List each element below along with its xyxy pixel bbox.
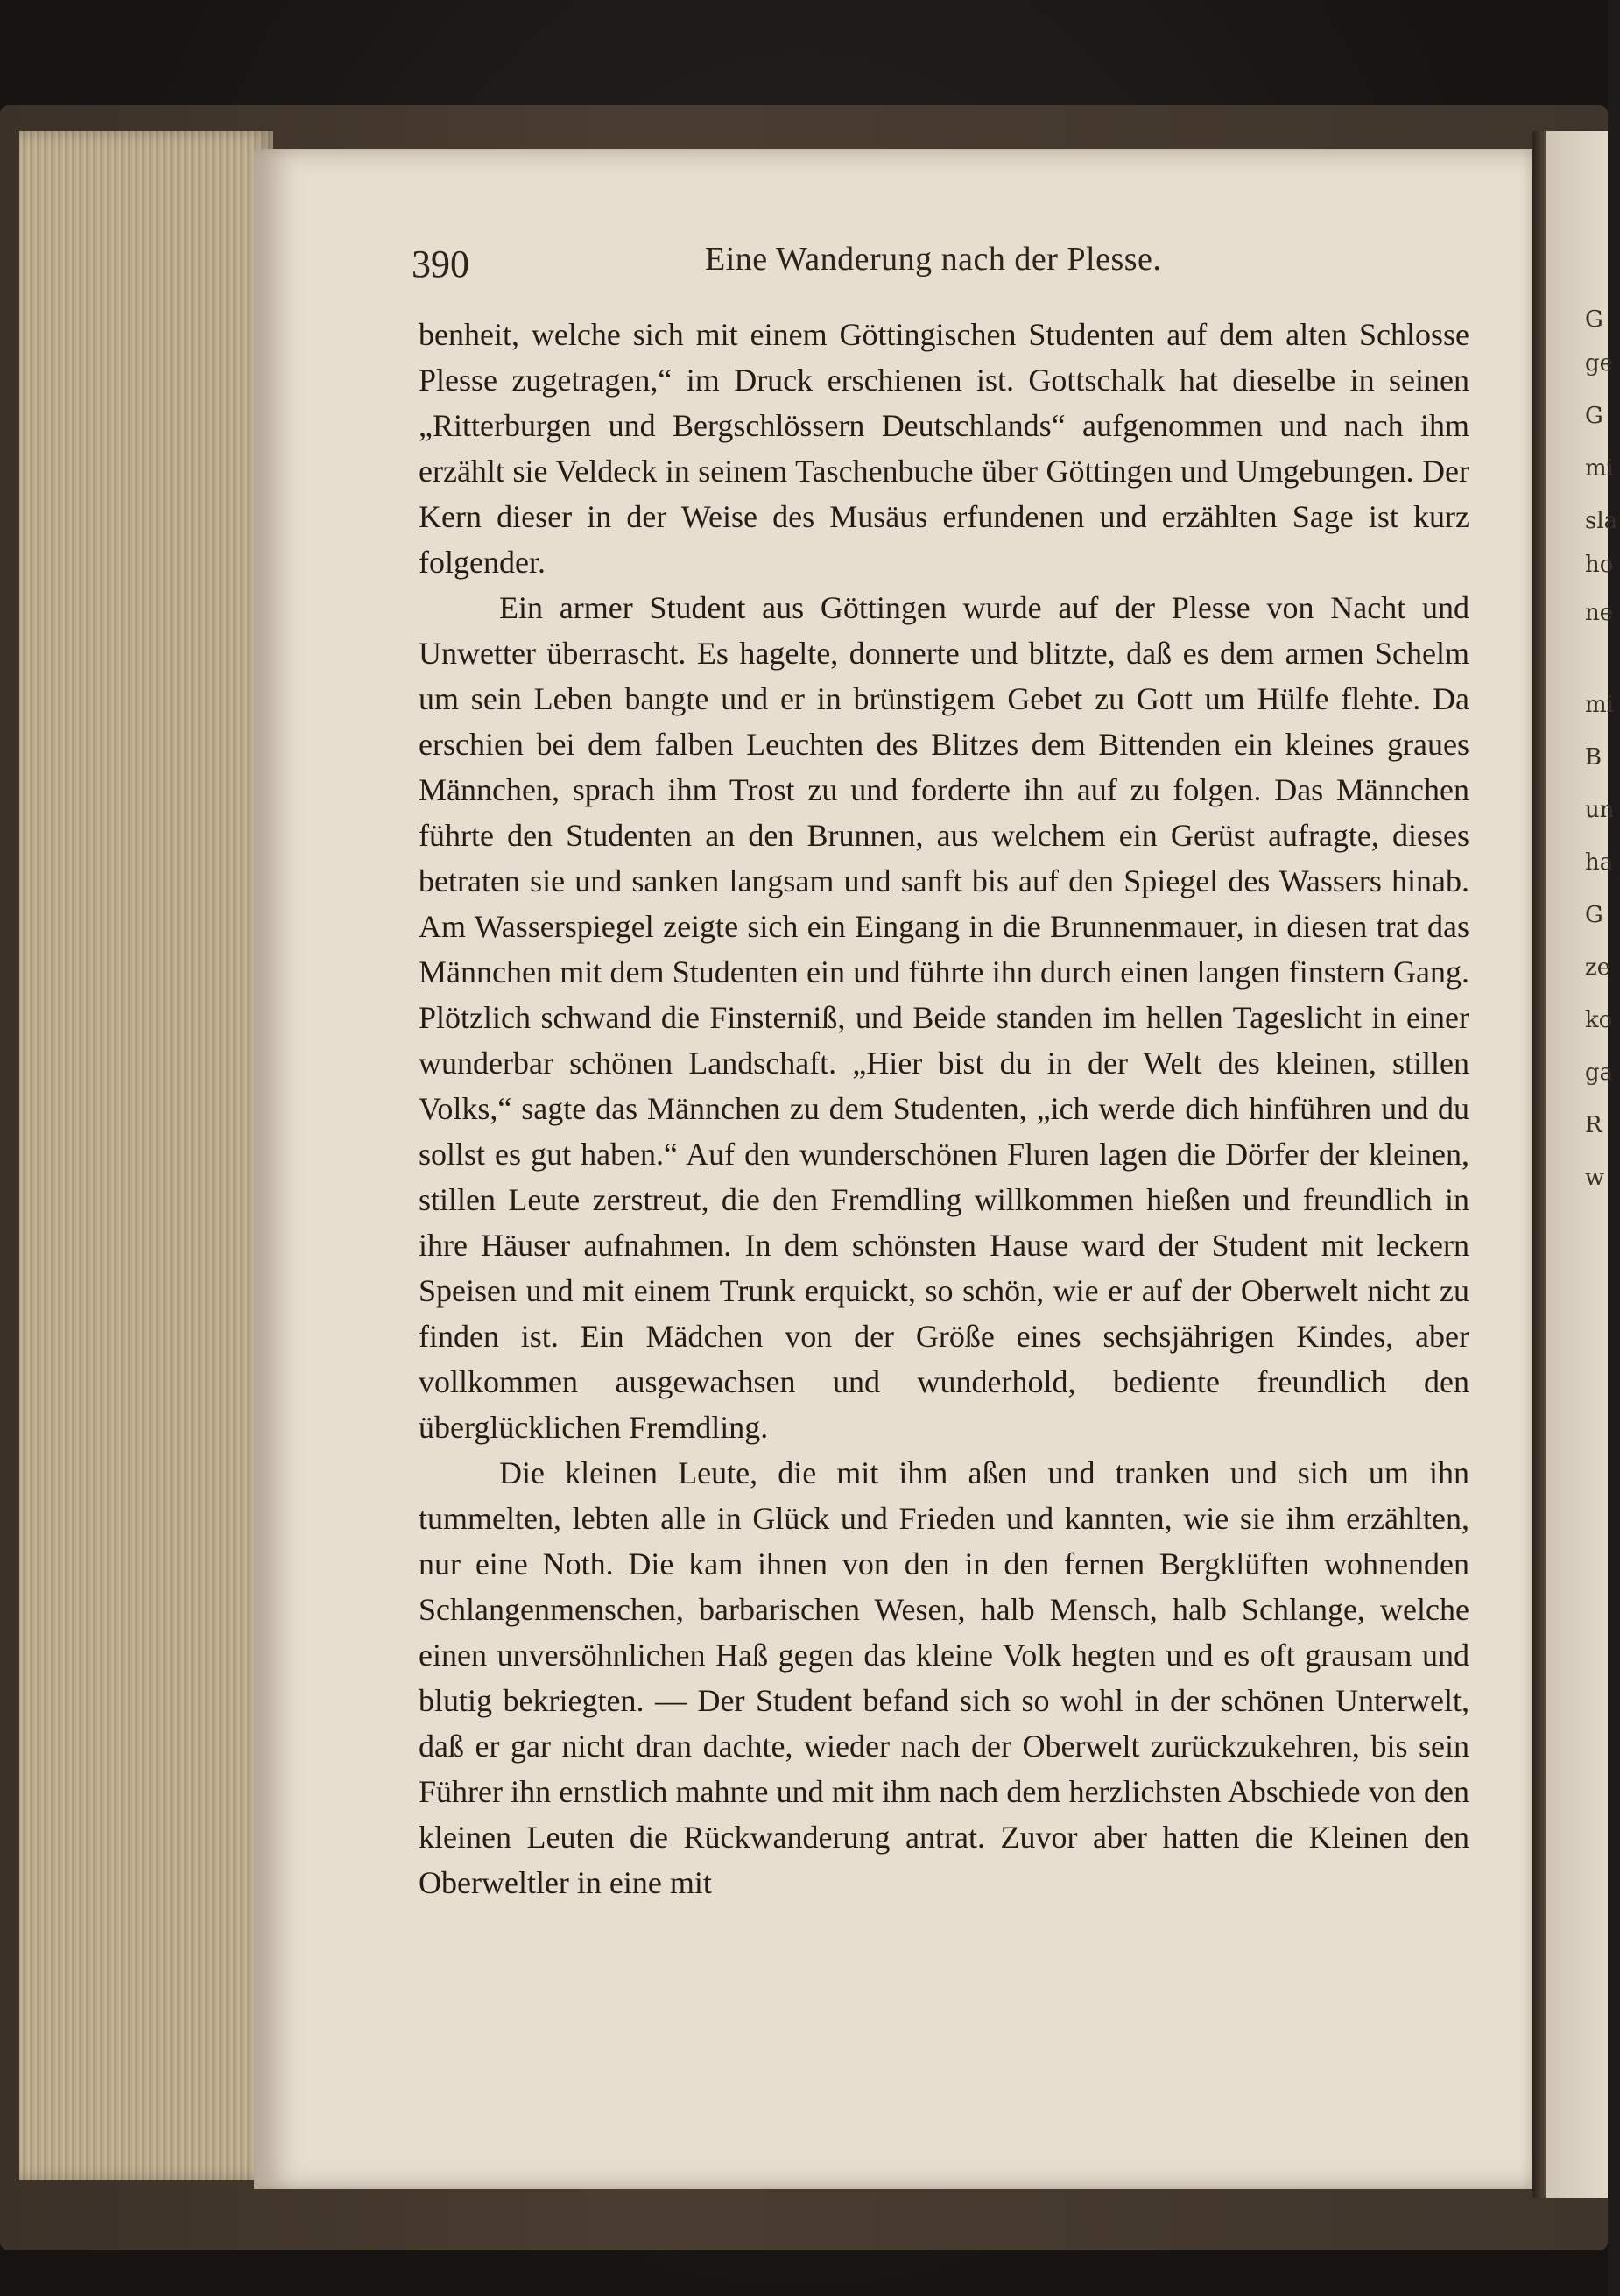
next-page-fragment: ha <box>1585 849 1614 876</box>
next-page-fragment: ga <box>1585 1060 1614 1086</box>
page-number: 390 <box>412 243 469 285</box>
next-page-fragment: G <box>1585 403 1603 429</box>
next-page-fragment: ne <box>1585 600 1614 626</box>
next-page-fragment: sla <box>1585 508 1618 534</box>
page-header <box>412 235 1471 287</box>
next-page-fragment: B <box>1585 744 1602 771</box>
next-page-fragment: ho <box>1585 552 1614 578</box>
page-block-edge <box>19 131 273 2180</box>
running-head: Eine Wanderung nach der Plesse. <box>705 241 1162 278</box>
next-page-fragment: G <box>1585 306 1603 333</box>
next-page-fragment: R <box>1585 1112 1602 1138</box>
next-page-fragment: mi <box>1585 455 1614 482</box>
paragraph: Ein armer Student aus Göttingen wurde auf der Plesse von Nacht und Unwetter überrascht. Es hagelte, donnerte und blitzte, daß es dem armen Schelm um sein Leben bangte und er in brünstigem Gebet zu Gott um Hülfe flehte. Da erschien bei dem falben Leuchten des Blitzes dem Bittenden ein kleines graues Männchen, sprach ihm Trost zu und forderte ihn auf zu folgen. Das Männchen führte den Studenten an den Brunnen, aus welchem ein Gerüst aufragte, dieses betraten sie und sanken langsam und sanft bis auf den Spiegel des Wassers hinab. Am Wasserspiegel zeigte sich ein Eingang in die Brunnenmauer, in diesen trat das Männchen mit dem Studenten ein und führte ihn durch einen langen finstern Gang. Plötzlich schwand die Finsterniß, und Beide standen im hellen Tageslicht in einer wunderbar schönen Landschaft. „Hier bist du in der Welt des kleinen, stillen Volks,“ sagte das Männchen zu dem Studenten, „ich werde dich hinführen und du sollst es gut haben.“ Auf den wunderschönen Fluren lagen die Dörfer der kleinen, stillen Leute zerstreut, die den Fremdling willkommen hießen und freundlich in ihre Häuser aufnahmen. In dem schönsten Hause ward der Student mit leckern Speisen und mit einem Trunk erquickt, so schön, wie er auf der Oberwelt nicht zu finden ist. Ein Mädchen von der Größe eines sechsjährigen Kindes, aber vollkommen ausgewachsen und wunderhold, bediente freundlich den überglücklichen Fremdling. <box>419 590 1469 1445</box>
next-page-fragment: un <box>1585 797 1615 823</box>
next-page-fragment: w <box>1585 1165 1605 1191</box>
next-page-edge <box>1546 131 1618 2198</box>
gutter <box>1532 131 1546 2198</box>
next-page-fragment: mi <box>1585 692 1614 718</box>
next-page-fragment: G <box>1585 902 1603 928</box>
next-page-fragment: ze <box>1585 954 1611 981</box>
paragraph: benheit, welche sich mit einem Göttingischen Studenten auf dem alten Schlosse Plesse zugetragen,“ im Druck erschienen ist. Gottschalk hat dieselbe in seinen „Ritterburgen und Bergschlössern Deutschlands“ aufgenommen und nach ihm erzählt sie Veldeck in seinem Taschenbuche über Göttingen und Umgebungen. Der Kern dieser in der Weise des Musäus erfundenen und erzählten Sage ist kurz folgender. <box>419 317 1469 580</box>
next-page-fragment: ge <box>1585 350 1614 377</box>
paragraph: Die kleinen Leute, die mit ihm aßen und tranken und sich um ihn tummelten, lebten alle in Glück und Frieden und kannten, wie sie ihm erzählten, nur eine Noth. Die kam ihnen von den in den fernen Bergklüften wohnenden Schlangenmenschen, barbarischen Wesen, halb Mensch, halb Schlange, welche einen unversöhnlichen Haß gegen das kleine Volk hegten und es oft grausam und blutig bekriegten. — Der Student befand sich so wohl in der schönen Unterwelt, daß er gar nicht dran dachte, wieder nach der Oberwelt zurückzukehren, bis sein Führer ihn ernstlich mahnte und mit ihm nach dem herzlichsten Abschiede von den kleinen Leuten die Rückwanderung antrat. Zuvor aber hatten die Kleinen den Oberweltler in eine mit <box>419 1455 1469 1900</box>
body-text <box>419 312 1469 1905</box>
next-page-fragment: ko <box>1585 1007 1613 1033</box>
